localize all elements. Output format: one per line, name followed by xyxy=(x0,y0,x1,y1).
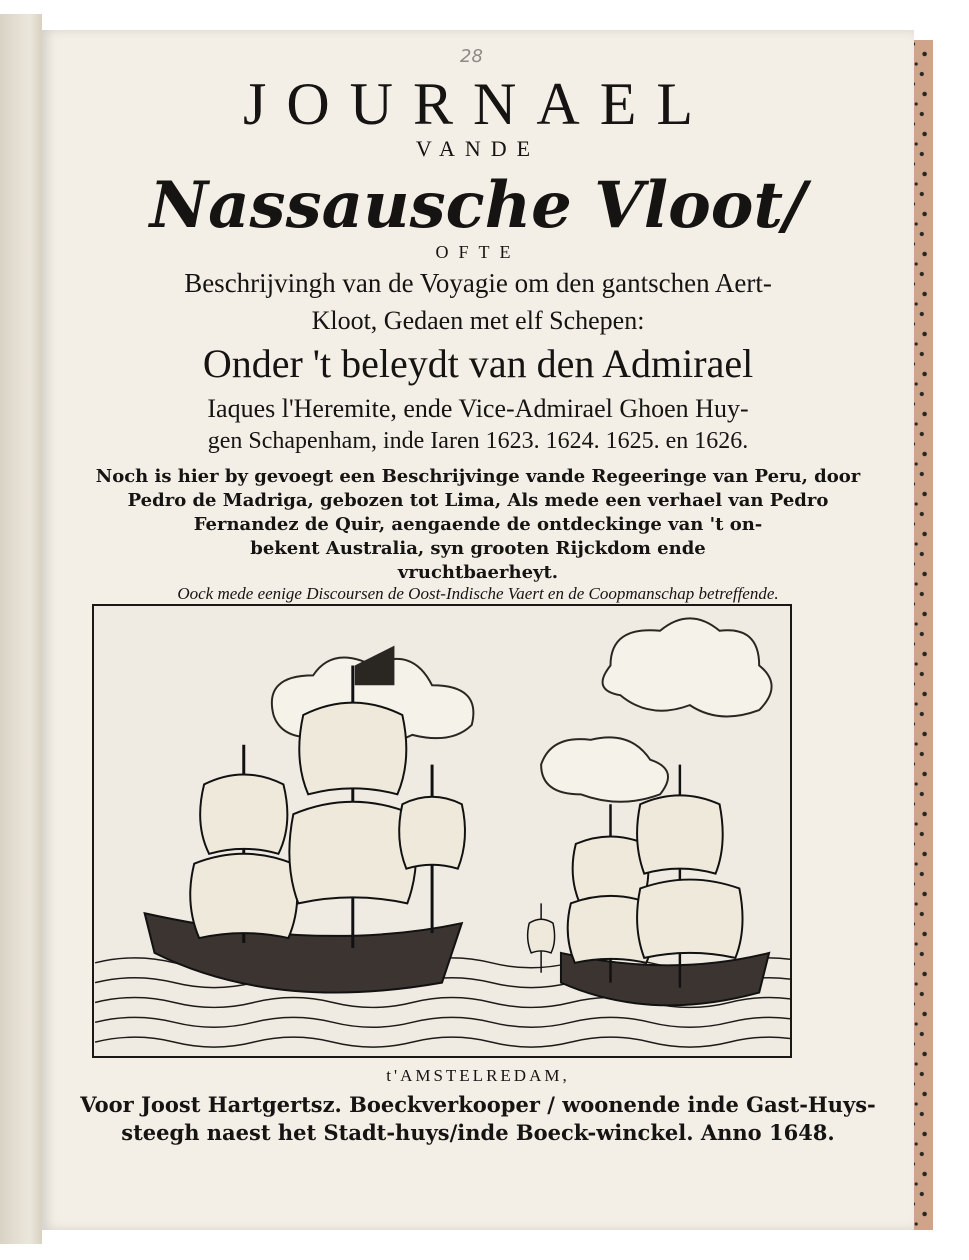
ships-illustration xyxy=(94,606,790,1056)
facing-page-edge xyxy=(0,14,42,1244)
addition-line-2: Pedro de Madriga, gebozen tot Lima, Als mede een verhael van Pedro xyxy=(127,490,829,511)
ships-woodcut xyxy=(92,604,792,1058)
addition-line-3: Fernandez de Quir, aengaende de ontdeckinge van 't on- xyxy=(193,514,763,535)
imprint-line-2: steegh naest het Stadt-huys/inde Boeck-winckel. Anno 1648. xyxy=(121,1120,835,1145)
title-page xyxy=(42,30,914,1230)
subtitle-line-2: Kloot, Gedaen met elf Schepen: xyxy=(311,306,645,335)
main-title: JOURNAEL xyxy=(243,71,713,137)
discourses-line: Oock mede eenige Discoursen de Oost-Indische Vaert en de Coopmanschap betreffende. xyxy=(177,584,779,603)
addition-line-1: Noch is hier by gevoegt een Beschrijvinge vande Regeeringe van Peru, door xyxy=(95,466,861,487)
pencil-note: 28 xyxy=(460,46,483,67)
admiral-heading: Onder 't beleydt van den Admirael xyxy=(202,341,754,386)
fraktur-title: Nassausche Vloot/ xyxy=(149,168,807,243)
imprint-line-1: Voor Joost Hartgertsz. Boeckverkooper / woonende inde Gast-Huys- xyxy=(80,1092,876,1117)
title-vande: VANDE xyxy=(415,136,541,161)
title-ofte: OFTE xyxy=(435,242,521,262)
imprint-city: t'AMSTELREDAM, xyxy=(386,1066,570,1085)
addition-line-4: bekent Australia, syn grooten Rijckdom ende xyxy=(250,538,706,559)
admiral-names-line-2: gen Schapenham, inde Iaren 1623. 1624. 1625. en 1626. xyxy=(207,428,749,454)
addition-line-5: vruchtbaerheyt. xyxy=(397,562,559,583)
subtitle-line-1: Beschrijvingh van de Voyagie om den gantschen Aert- xyxy=(184,268,772,298)
admiral-names-line-1: Iaques l'Heremite, ende Vice-Admirael Ghoen Huy- xyxy=(207,394,749,423)
